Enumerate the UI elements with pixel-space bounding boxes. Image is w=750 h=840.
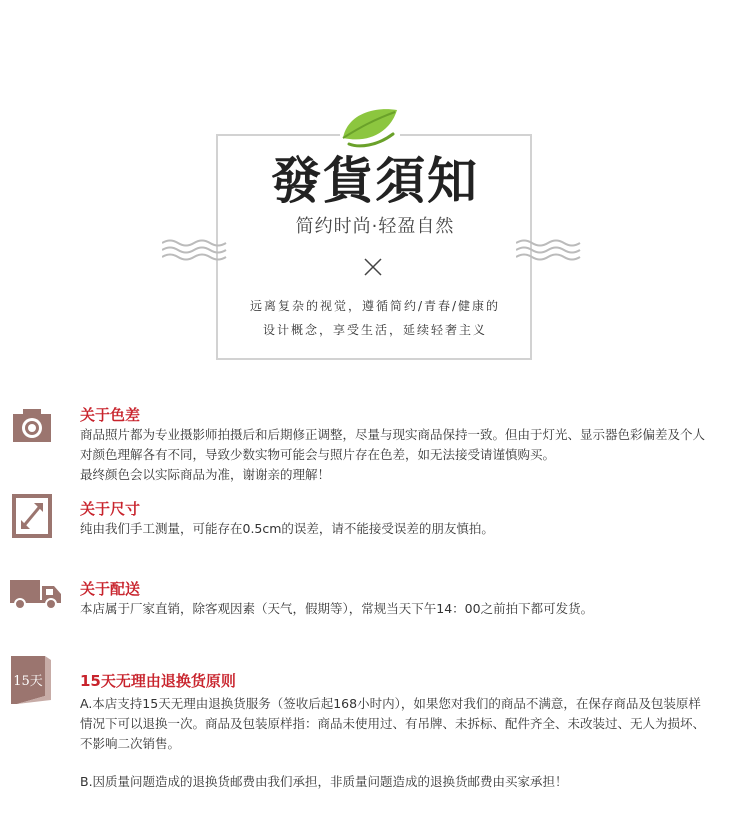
section-color-difference [0, 400, 750, 490]
body-line: 纯由我们手工测量，可能存在0.5cm的误差，请不能接受误差的朋友慎拍。 [80, 521, 494, 536]
page-title: 發貨須知 [271, 151, 479, 210]
section-body [80, 425, 744, 485]
wave-right-icon [516, 238, 586, 262]
leaf-icon [337, 104, 401, 150]
wave-left-icon [162, 238, 232, 262]
calendar-label: 15天 [13, 674, 43, 689]
calendar-15-days-icon [11, 656, 51, 704]
section-title: 15天无理由退换货原则 [80, 672, 236, 690]
tagline-line-1: 远离复杂的视觉，遵循简约/青春/健康的 [249, 299, 501, 313]
body-line: B.因质量问题造成的退换货邮费由我们承担，非质量问题造成的退换货邮费由买家承担！ [80, 774, 568, 789]
body-line: A.本店支持15天无理由退换货服务（签收后起168小时内），如果您对我们的商品不满意，在保存商品及包装原样 [80, 696, 701, 711]
size-arrow-icon [12, 494, 52, 538]
tagline-line-2: 设计概念，享受生活，延续轻奢主义 [262, 323, 487, 337]
section-delivery [0, 574, 750, 634]
camera-icon [12, 406, 52, 446]
section-title: 关于尺寸 [80, 500, 141, 518]
section-title: 关于色差 [80, 406, 141, 424]
section-body [80, 599, 744, 619]
header-banner [0, 0, 750, 380]
frame-bottom [216, 358, 532, 360]
section-body [80, 694, 744, 754]
body-line: 不影响二次销售。 [80, 736, 181, 751]
truck-icon [10, 578, 62, 610]
section-returns [0, 650, 750, 810]
section-title: 关于配送 [80, 580, 141, 598]
frame-top-right [400, 134, 532, 136]
section-body [80, 519, 744, 539]
body-line: 本店属于厂家直销，除客观因素（天气，假期等），常规当天下午14：00之前拍下都可发货。 [80, 601, 594, 616]
body-line: 情况下可以退换一次。商品及包装原样指：商品未使用过、有吊牌、未拆标、配件齐全、未改装过、无人为损坏、 [80, 716, 706, 731]
section-size [0, 494, 750, 554]
frame-top-left [216, 134, 340, 136]
section-body-b [80, 772, 744, 792]
body-line: 最终颜色会以实际商品为准，谢谢亲的理解！ [80, 467, 331, 482]
cross-icon [362, 256, 384, 278]
page-subtitle: 简约时尚·轻盈自然 [295, 216, 455, 237]
body-line: 对颜色理解各有不同，导致少数实物可能会与照片存在色差，如无法接受请谨慎购买。 [80, 447, 556, 462]
body-line: 商品照片都为专业摄影师拍摄后和后期修正调整，尽量与现实商品保持一致。但由于灯光、显示器色彩偏差及个人 [80, 427, 706, 442]
